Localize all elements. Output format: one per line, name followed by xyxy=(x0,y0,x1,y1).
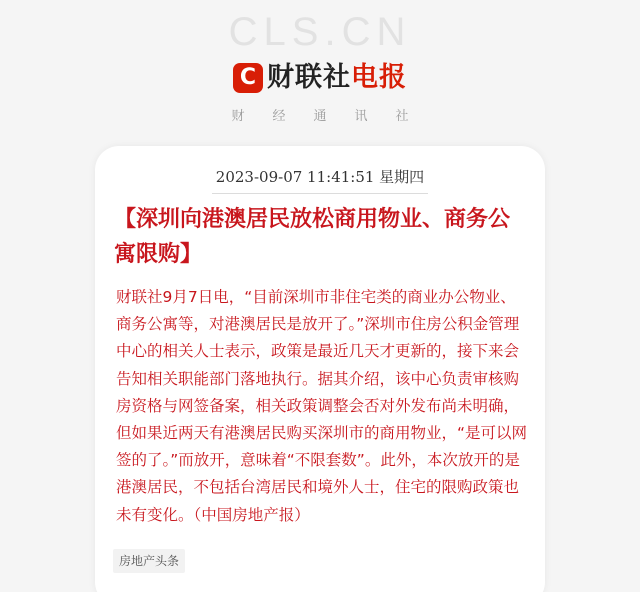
brand-name xyxy=(267,60,407,96)
brand-name-dark: 财联社 xyxy=(267,62,351,93)
divider xyxy=(212,193,428,194)
cls-logo-icon xyxy=(233,63,263,93)
watermark: CLS.CN xyxy=(228,10,412,54)
article-tag[interactable]: 房地产头条 xyxy=(113,549,185,573)
article-body: 财联社9月7日电，“目前深圳市非住宅类的商业办公物业、商务公寓等，对港澳居民是放开了。”深圳市住房公积金管理中心的相关人士表示，政策是最近几天才更新的，接下来会告知相关职能部门落地执行。据其介绍，该中心负责审核购房资格与网签备案，相关政策调整会否对外发布尚未明确，但如果近两天有港澳居民购买深圳市的商用物业，“是可以网签的了。”而放开，意味着“不限套数”。此外，本次放开的是港澳居民，不包括台湾居民和境外人士，住宅的限购政策也未有变化。（中国房地产报） xyxy=(116,288,528,524)
article-timestamp: 2023-09-07 11:41:51 星期四 xyxy=(215,168,425,186)
brand-subtitle: 财经通讯社 xyxy=(231,109,437,124)
article-headline: 【深圳向港澳居民放松商用物业、商务公寓限购】 xyxy=(114,207,511,267)
brand-name-red: 电报 xyxy=(351,62,407,93)
brand-header xyxy=(0,60,640,96)
logo-letter: C xyxy=(239,65,257,90)
